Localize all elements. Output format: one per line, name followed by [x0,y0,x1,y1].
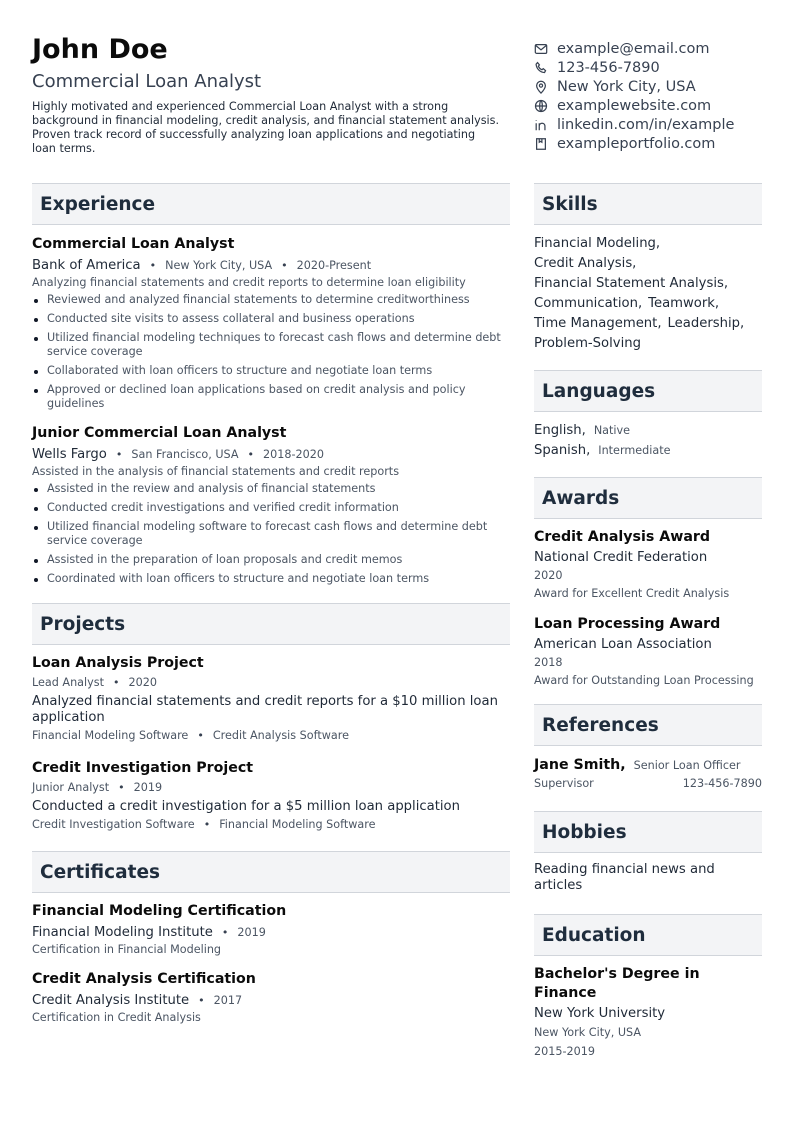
award-org: American Loan Association [534,637,712,652]
project-title: Loan Analysis Project [32,655,204,671]
project-tools [32,818,510,832]
right-column [534,183,762,1059]
contact-linkedin-value: linkedin.com/in/example [557,116,735,133]
contact-location-value: New York City, USA [557,78,696,95]
award-description: Award for Outstanding Loan Processing [534,674,754,687]
job-bullets [32,482,510,586]
bullet-item: Coordinated with loan officers to structure and negotiate loan terms [32,572,510,586]
project-meta [32,781,510,795]
separator-dot: • [203,818,211,831]
certificate-title: Financial Modeling Certification [32,903,287,919]
award-title: Credit Analysis Award [534,529,711,545]
separator-dot: • [149,259,157,272]
skills-list [534,234,762,354]
contact-email[interactable] [534,39,774,58]
skill-item: Problem-Solving [534,336,641,351]
linkedin-icon [534,118,548,132]
skill-item: Time Management, [534,316,662,331]
reference-phone[interactable]: 123-456-7890 [682,777,762,790]
certificate-item [32,971,510,1025]
skill-item: Financial Statement Analysis, [534,276,729,291]
language-name: Spanish, [534,443,591,458]
language-level: Intermediate [598,444,671,457]
project-tools [32,729,510,743]
awards-heading: Awards [534,477,762,519]
certificate-title: Credit Analysis Certification [32,971,256,987]
projects-heading: Projects [32,603,510,645]
project-item [32,760,510,832]
certificate-issuer: Financial Modeling Institute [32,925,213,940]
job-description: Assisted in the analysis of financial statements and credit reports [32,465,400,478]
job-meta [32,257,510,274]
award-org: National Credit Federation [534,550,708,565]
certificate-issuer: Credit Analysis Institute [32,993,190,1008]
bullet-item: Utilized financial modeling software to forecast cash flows and determine debt service coverage [32,520,510,548]
bullet-item: Approved or declined loan applications based on credit analysis and policy guidelines [32,383,510,411]
project-tool: Credit Investigation Software [32,818,195,831]
project-role: Lead Analyst [32,676,104,689]
separator-dot: • [118,781,125,794]
language-level: Native [593,424,631,437]
bullet-item: Collaborated with loan officers to structure and negotiate loan terms [32,364,510,378]
project-description: Analyzed financial statements and credit reports for a $10 million loan application [32,694,498,725]
skill-item: Leadership, [667,316,745,331]
contact-website[interactable] [534,96,774,115]
award-year: 2018 [534,656,563,669]
bullet-item: Utilized financial modeling techniques to forecast cash flows and determine debt service coverage [32,331,510,359]
project-description: Conducted a credit investigation for a $5 million loan application [32,799,460,814]
project-title: Credit Investigation Project [32,760,254,776]
project-year: 2019 [133,781,163,794]
education-years: 2015-2019 [534,1045,595,1058]
experience-item [32,236,510,411]
bullet-item: Conducted credit investigations and verified credit information [32,501,510,515]
award-item [534,615,762,688]
contact-linkedin[interactable] [534,115,774,134]
contact-portfolio-value: exampleportfolio.com [557,135,716,152]
certificate-meta [32,924,510,941]
contact-website-value: examplewebsite.com [557,97,712,114]
education-heading: Education [534,914,762,956]
skill-item: Teamwork, [648,296,720,311]
education-degree: Bachelor's Degree in Finance [534,966,700,1001]
job-location: San Francisco, USA [131,448,239,461]
reference-item [534,755,762,791]
hobby-item: Reading financial news and articles [534,862,715,893]
separator-dot: • [247,448,254,461]
skill-item: Communication, [534,296,643,311]
globe-icon [534,99,548,113]
job-description: Analyzing financial statements and credit reports to determine loan eligibility [32,276,466,289]
reference-header [534,755,762,776]
skill-item: Financial Modeling, [534,236,661,251]
award-description: Award for Excellent Credit Analysis [534,587,730,600]
language-item [534,421,762,441]
experience-item [32,425,510,586]
education-item [534,965,762,1059]
left-column [32,183,510,1025]
language-item [534,441,762,461]
separator-dot: • [221,926,229,939]
education-school: New York University [534,1006,666,1021]
certificate-meta [32,992,510,1009]
candidate-name: John Doe [32,34,168,65]
project-year: 2020 [128,676,157,689]
portfolio-icon [534,137,548,151]
contact-portfolio[interactable] [534,134,774,153]
languages-list [534,421,762,461]
phone-icon [534,61,548,75]
separator-dot: • [281,259,288,272]
bullet-item: Conducted site visits to assess collateral and business operations [32,312,510,326]
skill-item: Credit Analysis, [534,256,637,271]
languages-heading: Languages [534,370,762,412]
resume-header [32,34,502,156]
contact-email-value: example@email.com [557,40,710,57]
mail-icon [534,42,548,56]
job-location: New York City, USA [165,259,273,272]
job-company: Wells Fargo [32,447,107,462]
experience-heading: Experience [32,183,510,225]
certificate-year: 2017 [213,994,243,1007]
location-icon [534,80,548,94]
award-title: Loan Processing Award [534,616,721,632]
separator-dot: • [197,729,204,742]
separator-dot: • [198,994,205,1007]
award-item [534,528,762,601]
reference-name: Jane Smith, [534,757,626,773]
language-name: English, [534,423,586,438]
certificate-item [32,903,510,957]
job-title: Commercial Loan Analyst [32,236,235,252]
certificate-year: 2019 [237,926,266,939]
references-heading: References [534,704,762,746]
job-meta [32,446,510,463]
bullet-item: Assisted in the preparation of loan proposals and credit memos [32,553,510,567]
bullet-item: Reviewed and analyzed financial statements to determine creditworthiness [32,293,510,307]
separator-dot: • [112,676,120,689]
separator-dot: • [115,448,123,461]
summary-text: Highly motivated and experienced Commercial Loan Analyst with a strong background in financial modeling, credit analysis, and financial statement analysis. Proven track record of successfully analyzing loan applications and negotiating loan terms. [32,100,500,155]
contact-phone-value: 123-456-7890 [557,59,660,76]
project-item [32,655,510,743]
hobbies-heading: Hobbies [534,811,762,853]
job-title: Junior Commercial Loan Analyst [32,425,287,441]
bullet-item: Assisted in the review and analysis of financial statements [32,482,510,496]
project-tool: Credit Analysis Software [212,729,349,742]
job-bullets [32,293,510,411]
award-year: 2020 [534,569,563,582]
reference-position: Senior Loan Officer [633,759,741,772]
contact-location [534,77,774,96]
reference-relation: Supervisor [534,777,594,790]
candidate-title: Commercial Loan Analyst [32,71,262,92]
project-role: Junior Analyst [32,781,110,794]
certificates-heading: Certificates [32,851,510,893]
contact-list [534,39,774,153]
job-dates: 2018-2020 [262,448,324,461]
contact-phone[interactable] [534,58,774,77]
certificate-description: Certification in Credit Analysis [32,1011,201,1024]
project-tool: Financial Modeling Software [32,729,189,742]
job-dates: 2020-Present [296,259,372,272]
skills-heading: Skills [534,183,762,225]
job-company: Bank of America [32,258,141,273]
project-tool: Financial Modeling Software [219,818,376,831]
education-location: New York City, USA [534,1026,641,1039]
project-meta [32,676,510,690]
reference-details [534,777,762,791]
certificate-description: Certification in Financial Modeling [32,943,222,956]
